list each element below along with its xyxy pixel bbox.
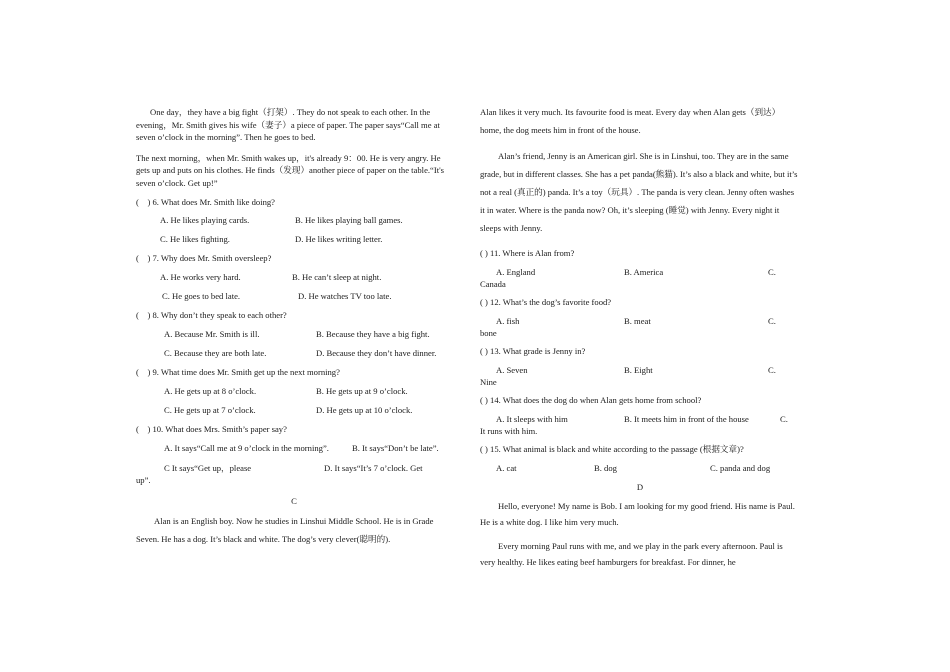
passage-c-continuation: Alan likes it very much. Its favourite food is meat. Every day when Alan gets（到达）home, the dog meets him in front of the house.	[480, 107, 781, 135]
option-c-continuation: Nine	[480, 377, 497, 387]
option-b: B. He likes playing ball games.	[295, 215, 403, 225]
options-row	[480, 413, 800, 425]
option-a: A. It sleeps with him	[496, 414, 568, 424]
passage-b-paragraph-2: The next morning，when Mr. Smith wakes up，it's already 9：00. He is very angry. He gets up and puts on his clothes. He finds（发现）another piece of paper on the table.“It's seven o’clock. Get up!”	[136, 152, 444, 188]
option-b: B. Eight	[624, 365, 653, 375]
passage-d-paragraph-1: Hello, everyone! My name is Bob. I am looking for my good friend. His name is Paul. He is a white dog. I like him very much.	[480, 501, 795, 527]
question-stem: ( ) 9. What time does Mr. Smith get up the next morning?	[136, 367, 340, 377]
option-c: C. Because they are both late.	[164, 348, 267, 358]
option-c: C It says“Get up，please	[164, 463, 252, 473]
option-d: D. He gets up at 10 o’clock.	[316, 405, 413, 415]
option-b: B. meat	[624, 316, 651, 326]
question-9	[136, 366, 452, 416]
option-b: B. America	[624, 267, 664, 277]
right-column	[480, 100, 800, 570]
option-a: A. England	[496, 267, 536, 277]
options-row	[136, 347, 452, 359]
option-a: A. cat	[496, 463, 517, 473]
passage-c-jenny-paragraph: Alan’s friend, Jenny is an American girl. She is in Linshui, too. They are in the same grade, but in different classes. She has a pet panda(熊猫). It’s also a black and white, but it’s not a real (真正的) panda. It’s a toy（玩具）. The panda is very clean. Jenny often washes it in water. Where is the panda now? Oh, it’s sleeping (睡觉) with Jenny. Every night it sleeps with Jenny.	[480, 151, 798, 233]
question-stem: ( ) 8. Why don’t they speak to each other?	[136, 310, 287, 320]
options-row	[136, 271, 452, 283]
option-d: D. It says“It’s 7 o’clock. Get	[324, 463, 423, 473]
option-d: D. Because they don’t have dinner.	[316, 348, 437, 358]
question-12	[480, 296, 800, 339]
option-a: A. He works very hard.	[160, 272, 241, 282]
option-b: B. dog	[594, 463, 617, 473]
question-6	[136, 196, 452, 245]
option-b: B. He gets up at 9 o’clock.	[316, 386, 408, 396]
options-row	[480, 462, 800, 474]
options-row	[480, 315, 800, 327]
option-a: A. Because Mr. Smith is ill.	[164, 329, 260, 339]
question-stem: ( ) 15. What animal is black and white according to the passage (根据文章)?	[480, 444, 744, 454]
option-a: A. He gets up at 8 o’clock.	[164, 386, 257, 396]
left-column	[136, 100, 452, 548]
option-c: C.	[780, 414, 788, 424]
question-stem: ( ) 12. What’s the dog’s favorite food?	[480, 297, 612, 307]
option-c: C.	[768, 267, 776, 277]
options-row	[136, 214, 452, 226]
option-d: D. He watches TV too late.	[298, 291, 392, 301]
option-c: C. He gets up at 7 o’clock.	[164, 405, 256, 415]
question-stem: ( ) 11. Where is Alan from?	[480, 248, 575, 258]
question-stem: ( ) 6. What does Mr. Smith like doing?	[136, 197, 275, 207]
passage-d-paragraph-2: Every morning Paul runs with me, and we play in the park every afternoon. Paul is very healthy. He likes eating beef hamburgers for breakfast. For dinner, he	[480, 541, 783, 567]
option-d-continuation: up”.	[136, 475, 151, 485]
option-c: C. He likes fighting.	[160, 234, 230, 244]
question-stem: ( ) 7. Why does Mr. Smith oversleep?	[136, 253, 272, 263]
option-b: B. Because they have a big fight.	[316, 329, 430, 339]
question-11	[480, 247, 800, 290]
section-d-heading: D	[636, 482, 644, 492]
question-10	[136, 423, 452, 486]
options-row	[136, 442, 452, 454]
option-a: A. fish	[496, 316, 520, 326]
question-stem: ( ) 13. What grade is Jenny in?	[480, 346, 586, 356]
option-c: C. He goes to bed late.	[162, 291, 241, 301]
options-row	[480, 266, 800, 278]
passage-c-paragraph: Alan is an English boy. Now he studies in Linshui Middle School. He is in Grade Seven. He has a dog. It’s black and white. The dog’s very clever(聪明的).	[136, 516, 434, 544]
options-row	[136, 328, 452, 340]
options-row	[136, 462, 452, 474]
question-14	[480, 394, 800, 437]
options-row	[136, 404, 452, 416]
question-13	[480, 345, 800, 388]
options-row	[136, 290, 452, 302]
option-b: B. It says“Don’t be late”.	[352, 443, 439, 453]
option-b: B. He can’t sleep at night.	[292, 272, 382, 282]
question-stem: ( ) 10. What does Mrs. Smith’s paper say?	[136, 424, 287, 434]
section-c-heading: C	[291, 496, 297, 506]
passage-b-paragraph-1: One day，they have a big fight（打架）. They do not speak to each other. In the evening，Mr. Smith gives his wife（妻子）a piece of paper. The paper says“Call me at seven o’clock in the morning”. Then he goes to bed.	[136, 107, 440, 142]
options-row	[480, 364, 800, 376]
options-row	[136, 233, 452, 245]
question-8	[136, 309, 452, 359]
option-c-continuation: bone	[480, 328, 497, 338]
question-7	[136, 252, 452, 302]
option-c: C.	[768, 316, 776, 326]
option-c-continuation: It runs with him.	[480, 426, 538, 436]
option-a: A. He likes playing cards.	[160, 215, 250, 225]
option-a: A. Seven	[496, 365, 528, 375]
option-c: C. panda and dog	[710, 463, 771, 473]
option-c: C.	[768, 365, 776, 375]
option-c-continuation: Canada	[480, 279, 506, 289]
option-b: B. It meets him in front of the house	[624, 414, 749, 424]
question-stem: ( ) 14. What does the dog do when Alan gets home from school?	[480, 395, 702, 405]
option-a: A. It says“Call me at 9 o’clock in the morning”.	[164, 443, 329, 453]
option-d: D. He likes writing letter.	[295, 234, 383, 244]
options-row	[136, 385, 452, 397]
question-15	[480, 443, 800, 474]
